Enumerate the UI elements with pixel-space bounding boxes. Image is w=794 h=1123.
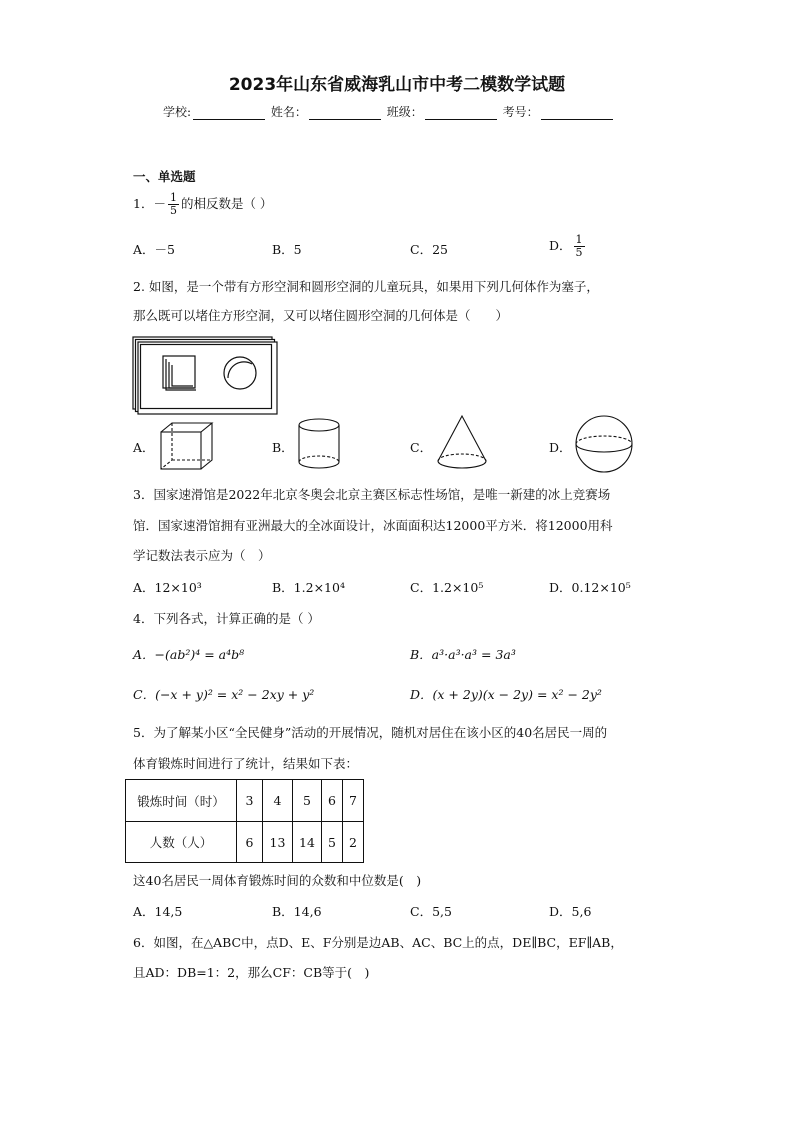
q4-option-c[interactable]: C．(−x + y)² = x² − 2xy + y² [133, 687, 315, 702]
q5-option-a[interactable]: A．14,5 [133, 904, 183, 919]
question-5-line3: 这40名居民一周体育锻炼时间的众数和中位数是( ) [133, 873, 422, 888]
cone-figure [435, 413, 495, 473]
table-cell: 6 [322, 780, 343, 822]
question-3-line2: 馆．国家速滑馆拥有亚洲最大的全冰面设计，冰面面积达12000平方米．将12000用科 [133, 518, 613, 533]
q4-option-d[interactable]: D．(x + 2y)(x − 2y) = x² − 2y² [410, 687, 602, 702]
school-label: 学校: [163, 105, 192, 119]
cube-figure [158, 421, 216, 471]
q3-option-c[interactable]: C．1.2×10⁵ [410, 580, 484, 595]
exercise-time-table [125, 779, 364, 863]
sphere-figure [574, 414, 636, 476]
toy-board-figure [130, 334, 280, 414]
question-6-line2: 且AD：DB=1：2，那么CF：CB等于( ) [133, 965, 370, 980]
question-3-line1: 3．国家速滑馆是2022年北京冬奥会北京主赛区标志性场馆，是唯一新建的冰上竞赛场 [133, 487, 611, 502]
q3-option-d[interactable]: D．0.12×10⁵ [549, 580, 631, 595]
q2-option-b[interactable]: B． [272, 440, 294, 455]
question-2-line2: 那么既可以堵住方形空洞，又可以堵住圆形空洞的几何体是（ ） [133, 308, 509, 323]
q3-option-b[interactable]: B．1.2×10⁴ [272, 580, 345, 595]
table-cell: 14 [293, 822, 322, 863]
school-blank[interactable] [193, 107, 265, 120]
question-1: 1．－ $\frac{1}{5}$ 的相反数是（ ） [133, 191, 273, 217]
q1-option-d[interactable]: D． $\frac{1}{5}$ [549, 233, 583, 259]
table-cell: 锻炼时间（时） [126, 780, 237, 822]
fraction: $\frac{1}{5}$ [169, 191, 177, 217]
table-cell: 7 [343, 780, 364, 822]
q4-option-a[interactable]: A．−(ab²)⁴ = a⁴b⁸ [133, 647, 245, 662]
question-5-line2: 体育锻炼时间进行了统计，结果如下表： [133, 756, 359, 771]
name-label: 姓名： [270, 105, 307, 119]
q2-option-c[interactable]: C． [410, 440, 433, 455]
name-blank[interactable] [309, 107, 381, 120]
table-cell: 13 [263, 822, 293, 863]
q5-option-d[interactable]: D．5,6 [549, 904, 592, 919]
table-cell: 4 [263, 780, 293, 822]
table-cell: 3 [237, 780, 263, 822]
question-3-line3: 学记数法表示应为（ ） [133, 548, 271, 563]
q3-option-a[interactable]: A．12×10³ [133, 580, 202, 595]
table-row [126, 822, 364, 863]
page-title: 2023年山东省威海乳山市中考二模数学试题 [228, 75, 566, 95]
section-heading: 一、单选题 [133, 169, 196, 184]
table-cell: 5 [322, 822, 343, 863]
question-4: 4．下列各式，计算正确的是（ ） [133, 611, 320, 626]
table-cell: 2 [343, 822, 364, 863]
student-info [163, 103, 615, 120]
cylinder-figure [296, 416, 344, 472]
q1-option-c[interactable]: C．25 [410, 242, 448, 257]
table-cell: 5 [293, 780, 322, 822]
table-cell: 6 [237, 822, 263, 863]
question-5-line1: 5．为了解某小区“全民健身”活动的开展情况，随机对居住在该小区的40名居民一周的 [133, 725, 608, 740]
table-row [126, 780, 364, 822]
exam-no-blank[interactable] [541, 107, 613, 120]
exam-no-label: 考号： [502, 105, 539, 119]
q1-option-b[interactable]: B．5 [272, 242, 302, 257]
q1-option-a[interactable]: A．－5 [133, 242, 175, 257]
class-blank[interactable] [425, 107, 497, 120]
question-6-line1: 6．如图，在△ABC中，点D、E、F分别是边AB、AC、BC上的点，DE∥BC，EF∥AB， [133, 935, 623, 950]
q4-option-b[interactable]: B．a³·a³·a³ = 3a³ [410, 647, 516, 662]
question-2-line1: 2. 如图，是一个带有方形空洞和圆形空洞的儿童玩具，如果用下列几何体作为塞子， [133, 279, 599, 294]
q2-option-a[interactable]: A． [133, 440, 155, 455]
class-label: 班级： [386, 105, 423, 119]
q5-option-b[interactable]: B．14,6 [272, 904, 322, 919]
table-cell: 人数（人） [126, 822, 237, 863]
q2-option-d[interactable]: D． [549, 440, 572, 455]
q5-option-c[interactable]: C．5,5 [410, 904, 452, 919]
